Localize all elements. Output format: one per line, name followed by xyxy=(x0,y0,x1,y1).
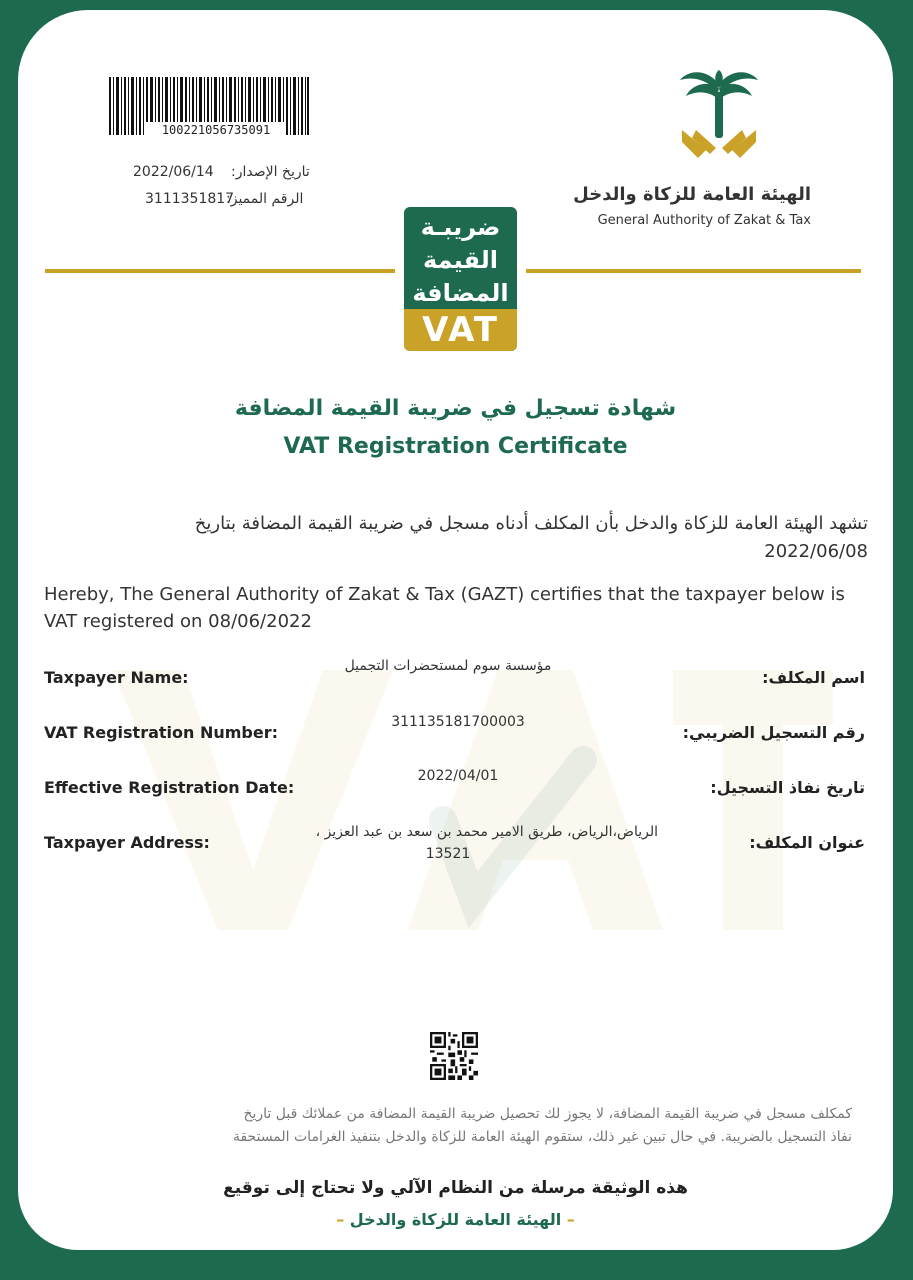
vat-number-label-en: VAT Registration Number: xyxy=(44,723,279,742)
unique-number: 3111351817 xyxy=(145,191,235,207)
address-value-line1: الرياض،الرياض، طريق الامير محمد بن سعد بن عبد العزيز ، xyxy=(315,824,658,840)
address-label-en: Taxpayer Address: xyxy=(44,833,210,852)
vat-logo-line3: المضافة xyxy=(412,279,509,307)
certificate-page xyxy=(18,10,893,1250)
vat-logo-line2: القيمة xyxy=(423,246,498,274)
footer-auto-generated: هذه الوثيقة مرسلة من النظام الآلي ولا تحتاج إلى توقيع xyxy=(223,1178,688,1198)
divider-right xyxy=(526,269,861,273)
vat-badge: VAT xyxy=(404,309,517,351)
effective-date-label-ar: تاريخ نفاذ التسجيل: xyxy=(710,778,865,797)
unique-number-label: الرقم المميز: xyxy=(226,191,304,207)
notice-text xyxy=(42,1103,852,1149)
address-label-ar: عنوان المكلف: xyxy=(749,833,865,852)
notice-line2: نفاذ التسجيل بالضريبة. في حال تبين غير ذلك، ستقوم الهيئة العامة للزكاة والدخل بتنفيذ الغرامات المستحقة xyxy=(232,1129,852,1145)
org-name-en: General Authority of Zakat & Tax xyxy=(597,213,811,228)
vat-logo-line1: ضريبـة xyxy=(420,213,501,241)
footer-authority xyxy=(18,1210,893,1229)
vat-watermark-icon xyxy=(113,670,833,930)
vat-number-value: 311135181700003 xyxy=(391,714,525,730)
vat-logo xyxy=(404,207,517,351)
title-en: VAT Registration Certificate xyxy=(283,434,628,459)
footer-authority-name: الهيئة العامة للزكاة والدخل xyxy=(349,1210,562,1229)
title-ar: شهادة تسجيل في ضريبة القيمة المضافة xyxy=(234,396,677,421)
notice-line1: كمكلف مسجل في ضريبة القيمة المضافة، لا يجوز لك تحصيل ضريبة القيمة المضافة من عملائك قبل تاريخ xyxy=(243,1106,852,1122)
taxpayer-name-label-en: Taxpayer Name: xyxy=(44,668,189,687)
footer-dash-right: – xyxy=(336,1210,345,1229)
taxpayer-name-label-ar: اسم المكلف: xyxy=(762,668,865,687)
issue-date-label: تاريخ الإصدار: xyxy=(231,164,310,180)
divider-left xyxy=(45,269,395,273)
org-name-ar: الهيئة العامة للزكاة والدخل xyxy=(573,184,811,205)
vat-number-label-ar: رقم التسجيل الضريبي: xyxy=(682,723,865,742)
effective-date-value: 2022/04/01 xyxy=(417,768,499,784)
bottom-strip xyxy=(0,1270,913,1280)
taxpayer-name-value: مؤسسة سوم لمستحضرات التجميل xyxy=(344,658,552,674)
statement-en: Hereby, The General Authority of Zakat & Tax (GAZT) certifies that the taxpayer below is VAT registered on 08/06/2022 xyxy=(44,584,845,632)
footer-dash-left: – xyxy=(566,1210,575,1229)
zakat-authority-logo-icon xyxy=(676,66,762,166)
statement-ar: تشهد الهيئة العامة للزكاة والدخل بأن المكلف أدناه مسجل في ضريبة القيمة المضافة بتاريخ 2022/06/08 xyxy=(194,513,868,562)
issue-date: 2022/06/14 xyxy=(133,164,214,180)
barcode-number: 100221056735091 xyxy=(146,122,286,138)
qr-code xyxy=(430,1032,478,1080)
effective-date-label-en: Effective Registration Date: xyxy=(44,778,295,797)
address-value-line2: 13521 xyxy=(425,846,471,862)
